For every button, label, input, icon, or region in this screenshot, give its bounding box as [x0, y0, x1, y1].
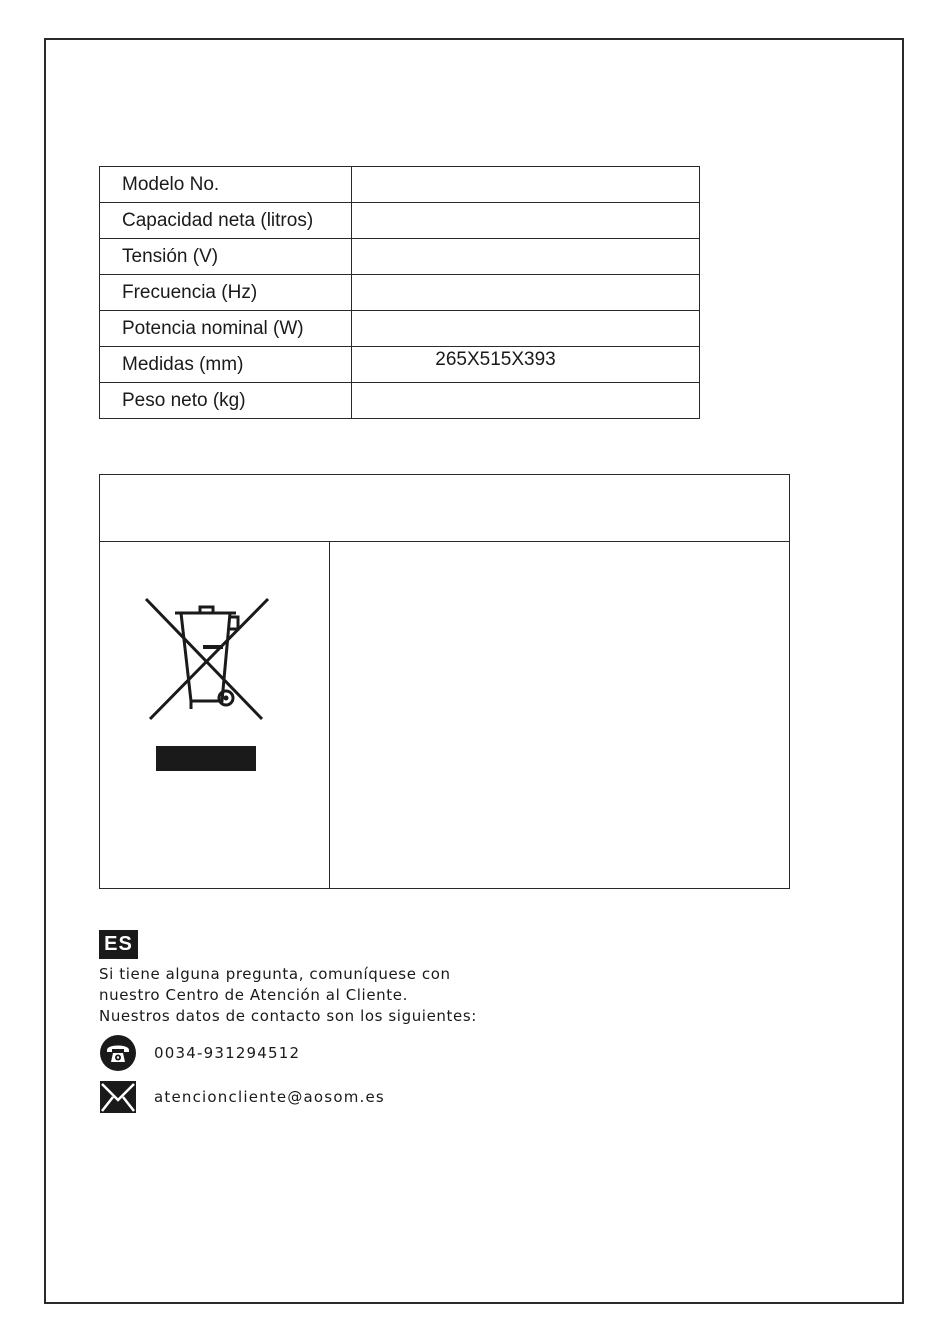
weee-text-cell: [329, 541, 789, 888]
contact-section: [99, 930, 599, 1106]
spec-value-dimensions: 265X515X393: [352, 347, 700, 383]
table-row: [100, 203, 700, 239]
spec-label-model: Modelo No.: [100, 167, 352, 203]
spec-value-frequency: [352, 275, 700, 311]
spec-label-capacity: Capacidad neta (litros): [100, 203, 352, 239]
spec-value-voltage: [352, 239, 700, 275]
language-badge: ES: [99, 930, 138, 959]
email-row: [99, 1078, 385, 1116]
spec-label-weight: Peso neto (kg): [100, 383, 352, 419]
contact-intro-line: Si tiene alguna pregunta, comuníquese con: [99, 965, 451, 983]
weee-symbol-cell: [100, 541, 330, 888]
table-row: [100, 167, 700, 203]
spec-label-voltage: Tensión (V): [100, 239, 352, 275]
spec-value-model: [352, 167, 700, 203]
weee-box: [99, 474, 790, 889]
spec-label-power: Potencia nominal (W): [100, 311, 352, 347]
table-row: [100, 239, 700, 275]
email-address[interactable]: atencioncliente@aosom.es: [154, 1088, 385, 1106]
table-row: [100, 275, 700, 311]
spec-label-frequency: Frecuencia (Hz): [100, 275, 352, 311]
table-row: [100, 383, 700, 419]
table-row: [100, 311, 700, 347]
contact-intro-line: Nuestros datos de contacto son los siguientes:: [99, 1007, 477, 1025]
contact-intro-line: nuestro Centro de Atención al Cliente.: [99, 986, 408, 1004]
contact-intro: [99, 964, 599, 1027]
spec-value-capacity: [352, 203, 700, 239]
telephone-icon: [99, 1034, 137, 1072]
weee-header: [100, 475, 789, 542]
spec-value-weight: [352, 383, 700, 419]
spec-label-dimensions: Medidas (mm): [100, 347, 352, 383]
envelope-icon: [99, 1078, 137, 1116]
phone-row: [99, 1034, 300, 1072]
spec-table: [99, 166, 700, 419]
crossed-out-wheelie-bin-icon: [144, 597, 274, 777]
table-row: [100, 347, 700, 383]
spec-value-power: [352, 311, 700, 347]
phone-number[interactable]: 0034-931294512: [154, 1044, 301, 1062]
